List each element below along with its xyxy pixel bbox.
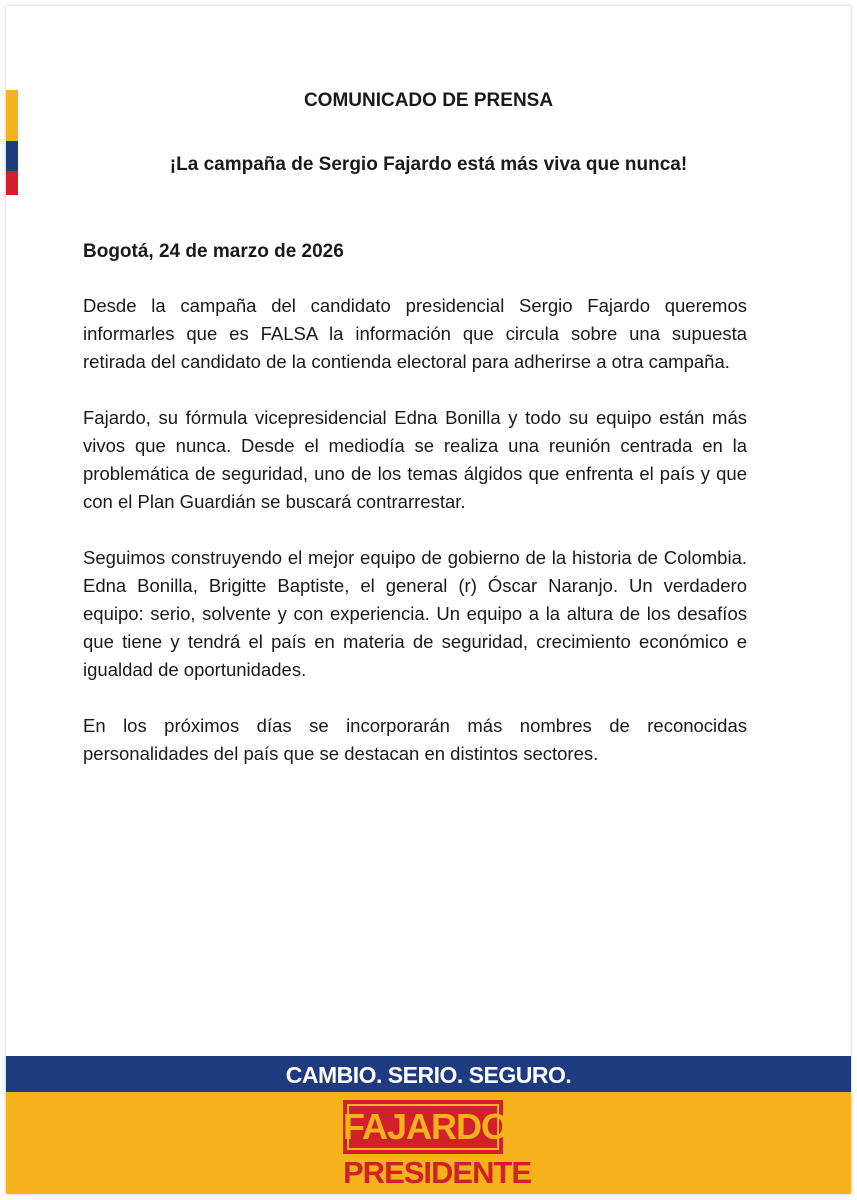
logo-name-text: FAJARDO [343,1106,509,1147]
slogan-text: CAMBIO. SERIO. SEGURO. [285,1062,572,1088]
document-subtitle: ¡La campaña de Sergio Fajardo está más viva que nunca! [169,154,688,175]
paragraph: Seguimos construyendo el mejor equipo de gobierno de la historia de Colombia. Edna Bonilla, Brigitte Baptiste, el general (r) Óscar Naranjo. Un verdadero equipo: serio, solvente y con experiencia. Un equipo a la altura de los desafíos que tiene y tendrá el país en materia de seguridad, crecimiento económico e igualdad de oportunidades. [83,547,747,680]
press-release-page [6,6,851,1194]
document-title: COMUNICADO DE PRENSA [303,90,554,111]
paragraph: Fajardo, su fórmula vicepresidencial Edna Bonilla y todo su equipo están más vivos que nunca. Desde el mediodía se realiza una reunión centrada en la problemática de seguridad, uno de los temas álgidos que enfrenta el país y que con el Plan Guardián se buscará contrarrestar. [83,407,747,512]
dateline: Bogotá, 24 de marzo de 2026 [83,241,344,262]
paragraph: Desde la campaña del candidato presidencial Sergio Fajardo queremos informarles que es FALSA la información que circula sobre una supuesta retirada del candidato de la contienda electoral para adherirse a otra campaña. [83,295,747,372]
slogan-banner [6,1056,851,1092]
paragraph: En los próximos días se incorporarán más nombres de reconocidas personalidades del país que se destacan en distintos sectores. [83,715,747,764]
body-text [83,292,747,796]
campaign-logo-box [343,1100,509,1154]
campaign-footer [6,1092,851,1194]
logo-office-text: PRESIDENTE [343,1155,532,1190]
